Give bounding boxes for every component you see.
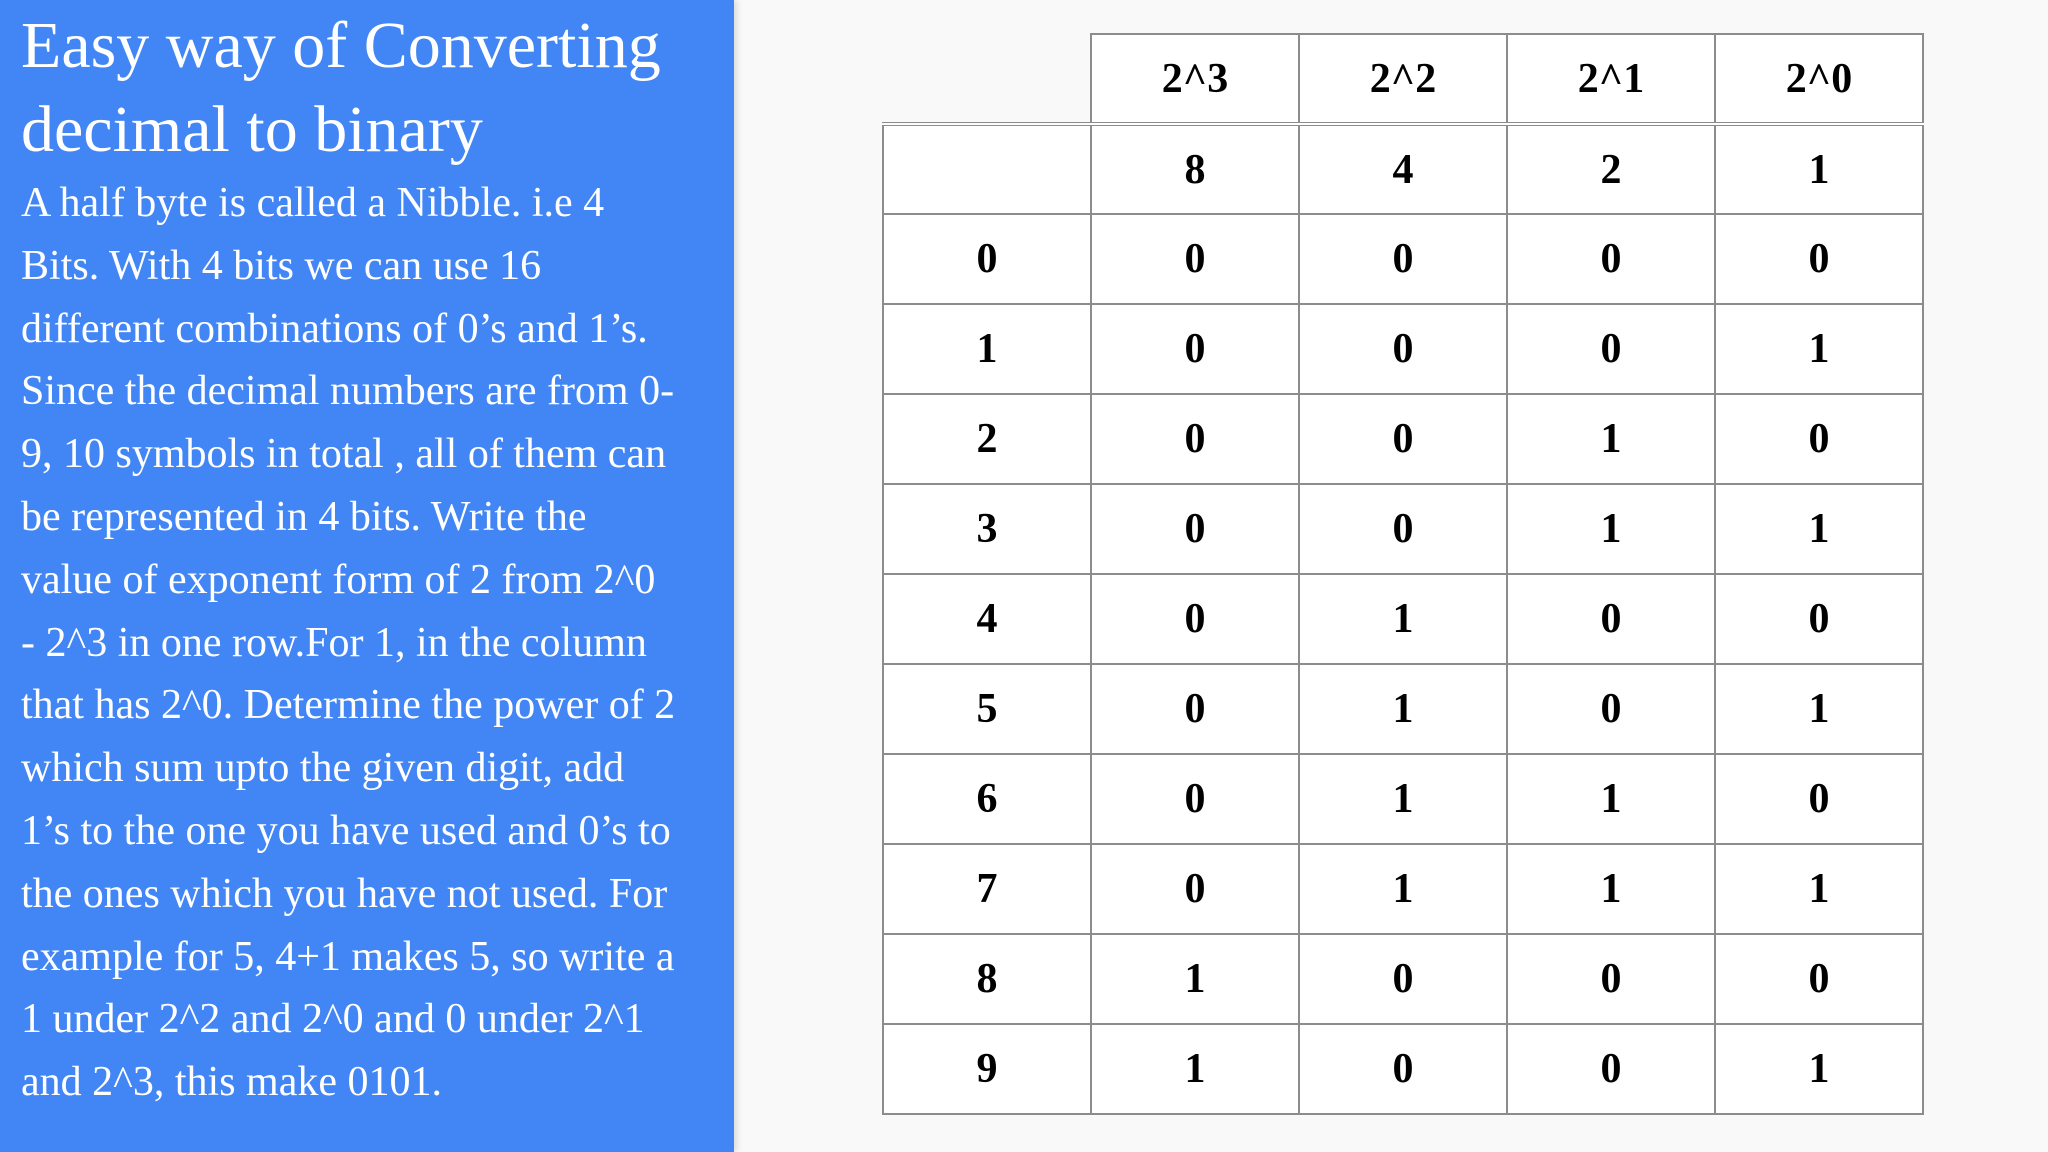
bit-cell: 0 — [1507, 304, 1715, 394]
bit-cell: 1 — [1715, 484, 1923, 574]
bit-cell: 0 — [1507, 664, 1715, 754]
table-row — [883, 934, 1923, 1024]
bit-cell: 0 — [1715, 214, 1923, 304]
weight-cell: 4 — [1299, 124, 1507, 214]
bit-cell: 0 — [1715, 574, 1923, 664]
bit-cell: 0 — [1299, 484, 1507, 574]
bit-cell: 0 — [1507, 1024, 1715, 1114]
weights-row — [883, 124, 1923, 214]
bit-cell: 0 — [1507, 574, 1715, 664]
binary-table-container — [882, 33, 1924, 1115]
table-row — [883, 304, 1923, 394]
weight-cell: 2 — [1507, 124, 1715, 214]
bit-cell: 0 — [1299, 304, 1507, 394]
table-row — [883, 214, 1923, 304]
bit-cell: 1 — [1091, 934, 1299, 1024]
decimal-cell: 9 — [883, 1024, 1091, 1114]
bit-cell: 1 — [1507, 394, 1715, 484]
powers-row — [883, 34, 1923, 124]
table-row — [883, 754, 1923, 844]
binary-conversion-table — [882, 33, 1924, 1115]
empty-corner-cell — [883, 34, 1091, 124]
text-panel — [0, 0, 734, 1152]
bit-cell: 1 — [1507, 754, 1715, 844]
table-row — [883, 484, 1923, 574]
weight-cell: 1 — [1715, 124, 1923, 214]
bit-cell: 0 — [1091, 484, 1299, 574]
bit-cell: 0 — [1715, 394, 1923, 484]
table-row — [883, 574, 1923, 664]
decimal-cell: 3 — [883, 484, 1091, 574]
bit-cell: 1 — [1299, 574, 1507, 664]
bit-cell: 0 — [1715, 934, 1923, 1024]
power-header-cell: 2^0 — [1715, 34, 1923, 124]
bit-cell: 1 — [1299, 664, 1507, 754]
bit-cell: 1 — [1299, 844, 1507, 934]
bit-cell: 1 — [1715, 304, 1923, 394]
empty-label-cell — [883, 124, 1091, 214]
slide-title: Easy way of Converting decimal to binary — [21, 9, 661, 166]
decimal-cell: 4 — [883, 574, 1091, 664]
table-row — [883, 664, 1923, 754]
power-header-cell: 2^3 — [1091, 34, 1299, 124]
bit-cell: 0 — [1091, 844, 1299, 934]
bit-cell: 1 — [1507, 484, 1715, 574]
bit-cell: 1 — [1299, 754, 1507, 844]
decimal-cell: 5 — [883, 664, 1091, 754]
decimal-cell: 8 — [883, 934, 1091, 1024]
table-row — [883, 394, 1923, 484]
bit-cell: 0 — [1091, 574, 1299, 664]
bit-cell: 0 — [1715, 754, 1923, 844]
bit-cell: 0 — [1507, 934, 1715, 1024]
bit-cell: 0 — [1091, 214, 1299, 304]
table-row — [883, 844, 1923, 934]
bit-cell: 0 — [1299, 934, 1507, 1024]
explanation-text: A half byte is called a Nibble. i.e 4 Bits. With 4 bits we can use 16 different combinations of 0’s and 1’s. Since the decimal numbers are from 0- 9, 10 symbols in total , all of them can be represented in 4 bits. Write the value of exponent form of 2 from 2^0 - 2^3 in one row.For 1, in the column that has 2^0. Determine the power of 2 which sum upto the given digit, add 1’s to the one you have used and 0’s to the ones which you have not used. For example for 5, 4+1 makes 5, so write a 1 under 2^2 and 2^0 and 0 under 2^1 and 2^3, this make 0101. — [21, 180, 676, 1106]
decimal-cell: 2 — [883, 394, 1091, 484]
bit-cell: 0 — [1091, 394, 1299, 484]
decimal-cell: 6 — [883, 754, 1091, 844]
bit-cell: 1 — [1715, 844, 1923, 934]
decimal-cell: 7 — [883, 844, 1091, 934]
bit-cell: 0 — [1299, 1024, 1507, 1114]
bit-cell: 1 — [1715, 1024, 1923, 1114]
table-row — [883, 1024, 1923, 1114]
bit-cell: 1 — [1507, 844, 1715, 934]
power-header-cell: 2^2 — [1299, 34, 1507, 124]
bit-cell: 0 — [1091, 754, 1299, 844]
weight-cell: 8 — [1091, 124, 1299, 214]
power-header-cell: 2^1 — [1507, 34, 1715, 124]
decimal-cell: 0 — [883, 214, 1091, 304]
bit-cell: 0 — [1299, 214, 1507, 304]
bit-cell: 0 — [1091, 304, 1299, 394]
bit-cell: 1 — [1715, 664, 1923, 754]
bit-cell: 0 — [1299, 394, 1507, 484]
bit-cell: 0 — [1091, 664, 1299, 754]
bit-cell: 1 — [1091, 1024, 1299, 1114]
decimal-cell: 1 — [883, 304, 1091, 394]
bit-cell: 0 — [1507, 214, 1715, 304]
